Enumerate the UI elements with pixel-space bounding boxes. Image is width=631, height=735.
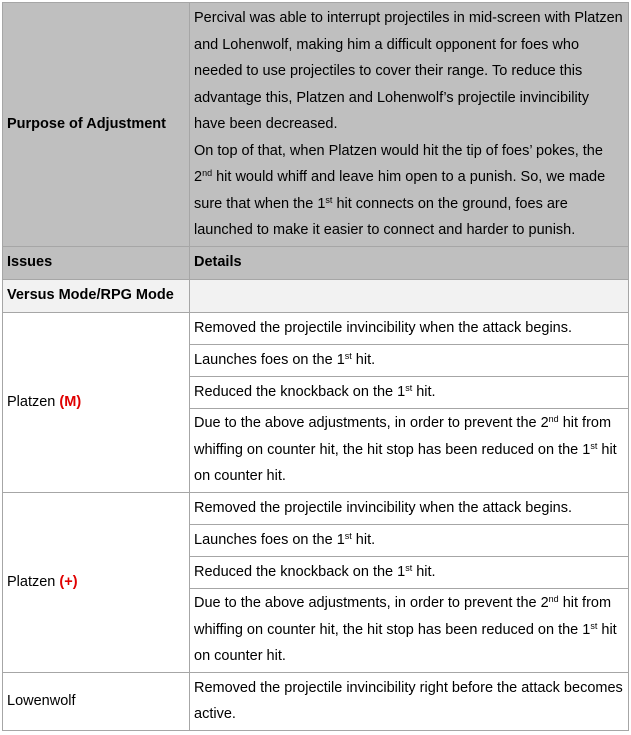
purpose-paragraph-2 [194, 138, 624, 244]
detail-cell [190, 408, 629, 492]
ordinal-suffix: st [405, 562, 413, 573]
ordinal-suffix: st [590, 620, 598, 631]
text-run: hit. [351, 351, 376, 368]
detail-cell: Removed the projectile invincibility right before the attack becomes active. [190, 672, 629, 730]
mode-label: Versus Mode/RPG Mode [3, 279, 190, 312]
ordinal-suffix: nd [548, 594, 559, 605]
patch-notes-table [2, 2, 629, 731]
text-run: hit. [412, 563, 436, 580]
issue-tag: (M) [59, 393, 82, 410]
table-row [3, 492, 629, 524]
text-run: Reduced the knockback on the 1 [194, 563, 406, 580]
text-run: hit would whiff and leave him open to a punish. So, we made sure that when the 1 [194, 169, 606, 212]
detail-cell: Removed the projectile invincibility when the attack begins. [190, 312, 629, 344]
text-run: On top of that, when Platzen would hit the tip of foes’ pokes, the 2 [194, 142, 603, 185]
table-row [3, 672, 629, 730]
text-run: hit from whiffing on counter hit, the hit stop has been reduced on the 1 [194, 415, 612, 458]
text-run: Due to the above adjustments, in order to prevent the 2 [194, 415, 549, 432]
mode-empty-cell [190, 279, 629, 312]
text-run: hit connects on the ground, foes are launched to make it easier to connect and harder to punish. [194, 195, 576, 238]
mode-row [3, 279, 629, 312]
issue-name: Platzen [7, 573, 60, 590]
header-row [3, 246, 629, 279]
ordinal-suffix: st [590, 440, 598, 451]
text-run: Launches foes on the 1 [194, 351, 345, 368]
text-run: hit. [351, 531, 376, 548]
purpose-label: Purpose of Adjustment [3, 3, 190, 247]
issue-name-cell [3, 492, 190, 672]
ordinal-suffix: nd [548, 414, 559, 425]
text-run: hit. [412, 383, 436, 400]
text-run: Launches foes on the 1 [194, 531, 345, 548]
purpose-text [190, 3, 629, 247]
ordinal-suffix: nd [202, 168, 213, 178]
detail-cell: Removed the projectile invincibility when the attack begins. [190, 492, 629, 524]
ordinal-suffix: st [344, 350, 352, 361]
table-row [3, 312, 629, 344]
text-run: Due to the above adjustments, in order to prevent the 2 [194, 595, 549, 612]
issues-header: Issues [3, 246, 190, 279]
detail-cell [190, 376, 629, 408]
issue-name-cell [3, 672, 190, 730]
ordinal-suffix: st [405, 382, 413, 393]
details-header: Details [190, 246, 629, 279]
detail-cell [190, 588, 629, 672]
text-run: hit on counter hit. [194, 621, 617, 665]
detail-cell [190, 344, 629, 376]
text-run: hit from whiffing on counter hit, the hit stop has been reduced on the 1 [194, 595, 612, 638]
detail-cell [190, 524, 629, 556]
issue-name-cell [3, 312, 190, 492]
ordinal-suffix: st [325, 194, 333, 205]
text-run: Reduced the knockback on the 1 [194, 383, 406, 400]
issue-name: Lowenwolf [7, 692, 76, 709]
detail-cell [190, 556, 629, 588]
issue-tag: (+) [59, 573, 78, 590]
purpose-paragraph-1: Percival was able to interrupt projectiles in mid-screen with Platzen and Lohenwolf, making him a difficult opponent for foes who needed to use projectiles to cover their range. To reduce this advantage this, Platzen and Lohenwolf’s projectile invincibility have been decreased. [194, 10, 623, 132]
text-run: hit on counter hit. [194, 441, 617, 485]
issue-name: Platzen [7, 393, 60, 410]
purpose-row [3, 3, 629, 247]
ordinal-suffix: st [344, 530, 352, 541]
